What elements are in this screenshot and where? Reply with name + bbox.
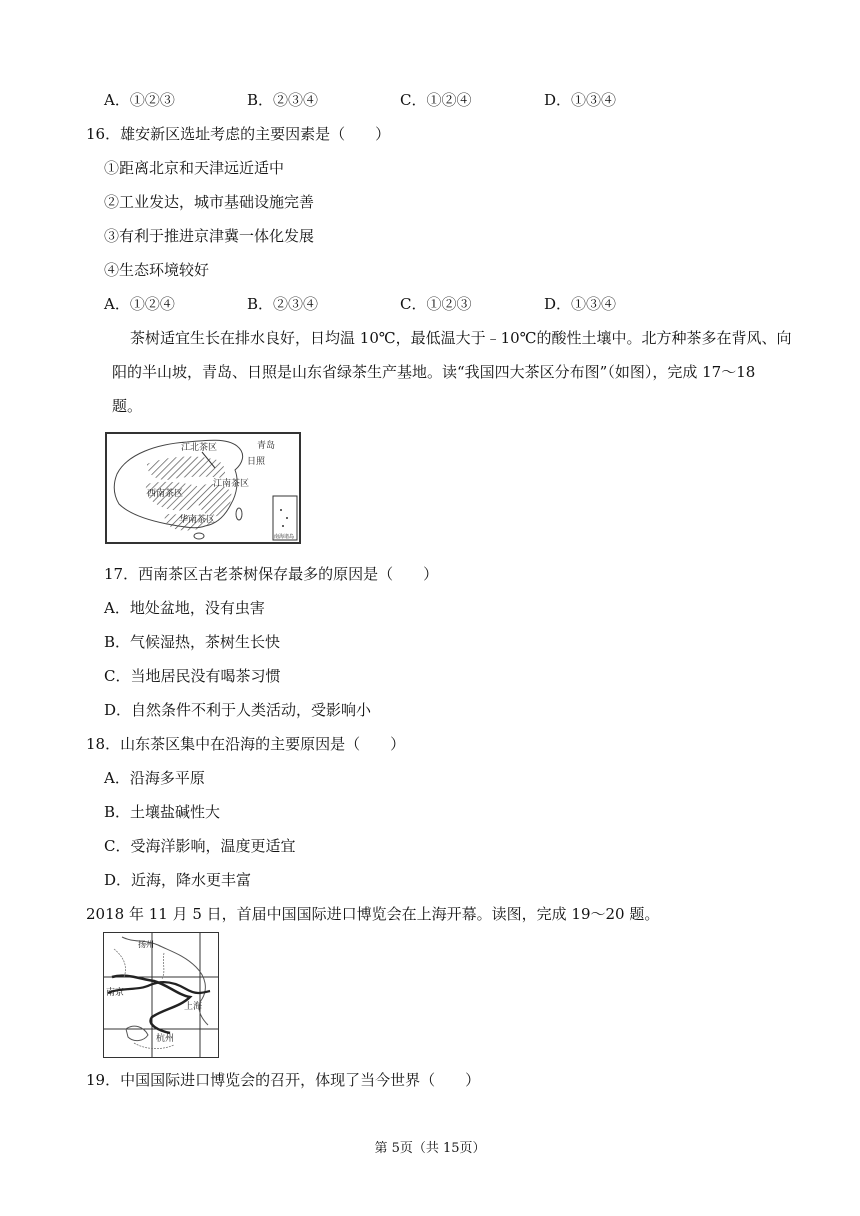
q19-stem: 19．中国国际进口博览会的召开，体现了当今世界（ ）	[86, 1071, 481, 1089]
q15-option-c-text: ①②④	[426, 91, 472, 109]
q16-option-d-label: D．	[544, 295, 572, 313]
page-footer: 第 5页（共 15页）	[374, 1141, 486, 1156]
q15-option-c-label: C．	[400, 91, 427, 109]
q17-option-a[interactable]: A．地处盆地，没有虫害	[104, 599, 265, 617]
q17-option-b[interactable]: B．气候湿热，茶树生长快	[104, 633, 281, 651]
q16-option-c-text: ①②③	[426, 295, 472, 313]
q18-option-c[interactable]: C．受海洋影响，温度更适宜	[104, 837, 296, 855]
label-shanghai: 上海	[184, 1002, 203, 1012]
q15-options	[104, 90, 664, 110]
q16-stem: 16．雄安新区选址考虑的主要因素是（ ）	[86, 125, 391, 143]
q15-option-d[interactable]	[544, 90, 616, 110]
q15-option-a-label: A．	[104, 91, 130, 109]
q15-option-b-label: B．	[247, 91, 274, 109]
q15-option-b-text: ②③④	[273, 91, 319, 109]
hainan-island	[194, 533, 204, 539]
q16-item-2: ②工业发达，城市基础设施完善	[104, 193, 315, 211]
island-dot	[286, 517, 288, 519]
tea-passage-line-1: 茶树适宜生长在排水良好，日均温 10℃，最低温大于﹣10℃的酸性土壤中。北方种茶多在背风、向	[130, 329, 792, 347]
island-dot	[280, 509, 282, 511]
q18-option-b[interactable]: B．土壤盐碱性大	[104, 803, 221, 821]
taiwan-island	[236, 508, 242, 520]
lake	[126, 1026, 148, 1041]
q15-option-d-label: D．	[544, 91, 572, 109]
q15-option-c[interactable]	[400, 90, 472, 110]
tea-passage-line-2: 阳的半山坡，青岛、日照是山东省绿茶生产基地。读“我国四大茶区分布图”（如图），完成 17～18	[112, 363, 756, 381]
q16-option-d-text: ①③④	[571, 295, 617, 313]
label-jiangbei: 江北茶区	[181, 443, 218, 453]
label-yangzhou: 扬州	[138, 940, 154, 949]
q16-option-b[interactable]	[247, 294, 318, 314]
q18-stem: 18．山东茶区集中在沿海的主要原因是（ ）	[86, 735, 406, 753]
label-rizhao: 日照	[247, 457, 266, 467]
q15-option-a[interactable]	[104, 90, 175, 110]
q16-option-a-text: ①②④	[129, 295, 175, 313]
q16-item-1: ①距离北京和天津远近适中	[104, 159, 285, 177]
q15-option-b[interactable]	[247, 90, 318, 110]
island-dot	[282, 525, 284, 527]
expo-region-map	[103, 932, 219, 1058]
q17-option-d[interactable]: D．自然条件不利于人类活动，受影响小	[104, 701, 372, 719]
q16-option-a-label: A．	[104, 295, 130, 313]
q16-option-b-label: B．	[247, 295, 274, 313]
label-huanan: 华南茶区	[179, 515, 216, 525]
q18-option-d[interactable]: D．近海，降水更丰富	[104, 871, 252, 889]
tea-passage-line-3: 题。	[112, 397, 143, 415]
q16-option-c-label: C．	[400, 295, 427, 313]
q16-option-d[interactable]	[544, 294, 616, 314]
expo-passage: 2018 年 11 月 5 日，首届中国国际进口博览会在上海开幕。读图，完成 19～20 题。	[86, 905, 660, 923]
label-nanhai: 南海诸岛	[274, 534, 295, 540]
label-qingdao: 青岛	[257, 441, 276, 451]
q17-option-c[interactable]: C．当地居民没有喝茶习惯	[104, 667, 281, 685]
label-hangzhou: 杭州	[156, 1034, 175, 1044]
label-jiangnan: 江南茶区	[213, 479, 250, 489]
q16-options	[104, 294, 664, 314]
q17-stem: 17．西南茶区古老茶树保存最多的原因是（ ）	[104, 565, 439, 583]
q16-option-b-text: ②③④	[273, 295, 319, 313]
expo-region-map-svg	[104, 933, 218, 1057]
q16-item-3: ③有利于推进京津冀一体化发展	[104, 227, 315, 245]
label-xinan: 西南茶区	[147, 489, 184, 499]
q16-option-a[interactable]	[104, 294, 175, 314]
q16-item-4: ④生态环境较好	[104, 261, 210, 279]
q15-option-d-text: ①③④	[571, 91, 617, 109]
q18-option-a[interactable]: A．沿海多平原	[104, 769, 205, 787]
q15-option-a-text: ①②③	[129, 91, 175, 109]
q16-option-c[interactable]	[400, 294, 472, 314]
tea-region-map-svg	[107, 434, 299, 542]
tea-region-map	[105, 432, 301, 544]
label-nanjing: 南京	[106, 988, 125, 998]
